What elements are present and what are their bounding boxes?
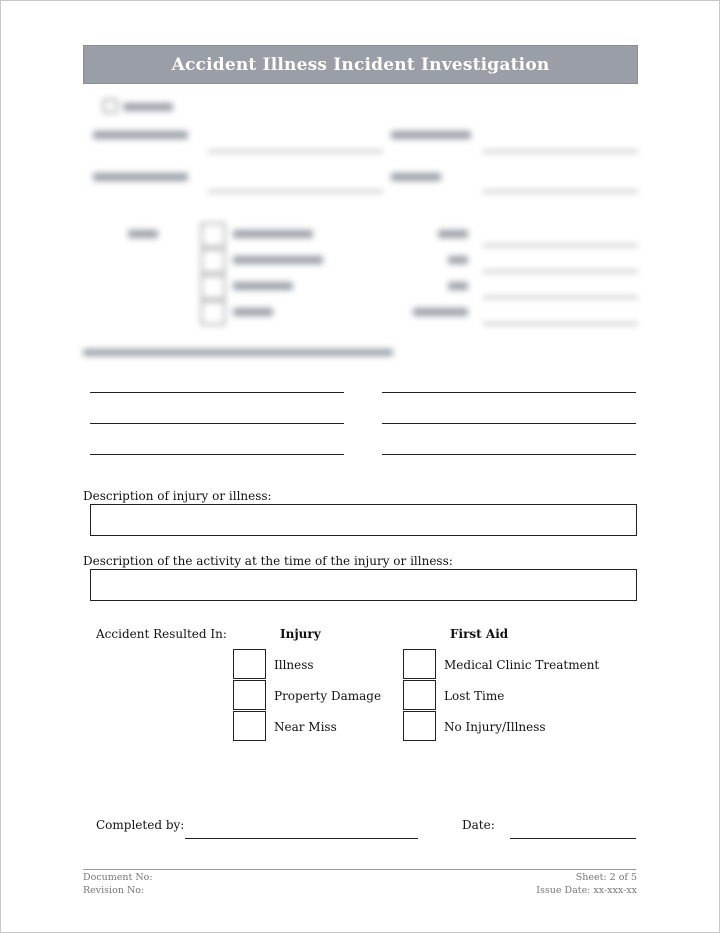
option-medical-clinic-treatment-label: Medical Clinic Treatment <box>444 658 600 672</box>
checkbox-medical-clinic-treatment[interactable] <box>403 649 436 679</box>
footer-divider <box>83 869 636 870</box>
blank-line-right-1[interactable] <box>382 392 636 393</box>
blank-line-left-2[interactable] <box>90 423 344 424</box>
sheet-number: Sheet: 2 of 5 <box>575 872 637 883</box>
accident-result-label: Accident Resulted In: <box>96 627 227 641</box>
option-illness-label: Illness <box>274 658 314 672</box>
completed-by-label: Completed by: <box>96 818 185 832</box>
option-lost-time-label: Lost Time <box>444 689 505 703</box>
checkbox-near-miss[interactable] <box>233 711 266 741</box>
checkbox-property-damage[interactable] <box>233 680 266 710</box>
blank-line-right-3[interactable] <box>382 454 636 455</box>
option-no-injury-illness-label: No Injury/Illness <box>444 720 546 734</box>
form-title: Accident Illness Incident Investigation <box>83 45 638 84</box>
checkbox-lost-time[interactable] <box>403 680 436 710</box>
blank-line-left-3[interactable] <box>90 454 344 455</box>
injury-column-header: Injury <box>280 627 321 641</box>
option-property-damage-label: Property Damage <box>274 689 382 703</box>
option-near-miss-label: Near Miss <box>274 720 337 734</box>
blank-line-left-1[interactable] <box>90 392 344 393</box>
first-aid-column-header: First Aid <box>450 627 509 641</box>
injury-description-label: Description of injury or illness: <box>83 489 272 503</box>
date-label: Date: <box>462 818 495 832</box>
issue-date: Issue Date: xx-xxx-xx <box>536 885 637 896</box>
date-line[interactable] <box>510 838 636 839</box>
injury-description-field[interactable] <box>90 504 637 536</box>
redacted-section <box>83 93 643 358</box>
activity-description-field[interactable] <box>90 569 637 601</box>
document-no: Document No: <box>83 872 153 883</box>
activity-description-label: Description of the activity at the time of the injury or illness: <box>83 554 453 568</box>
blank-line-right-2[interactable] <box>382 423 636 424</box>
revision-no: Revision No: <box>83 885 145 896</box>
completed-by-line[interactable] <box>185 838 418 839</box>
checkbox-illness[interactable] <box>233 649 266 679</box>
checkbox-no-injury-illness[interactable] <box>403 711 436 741</box>
